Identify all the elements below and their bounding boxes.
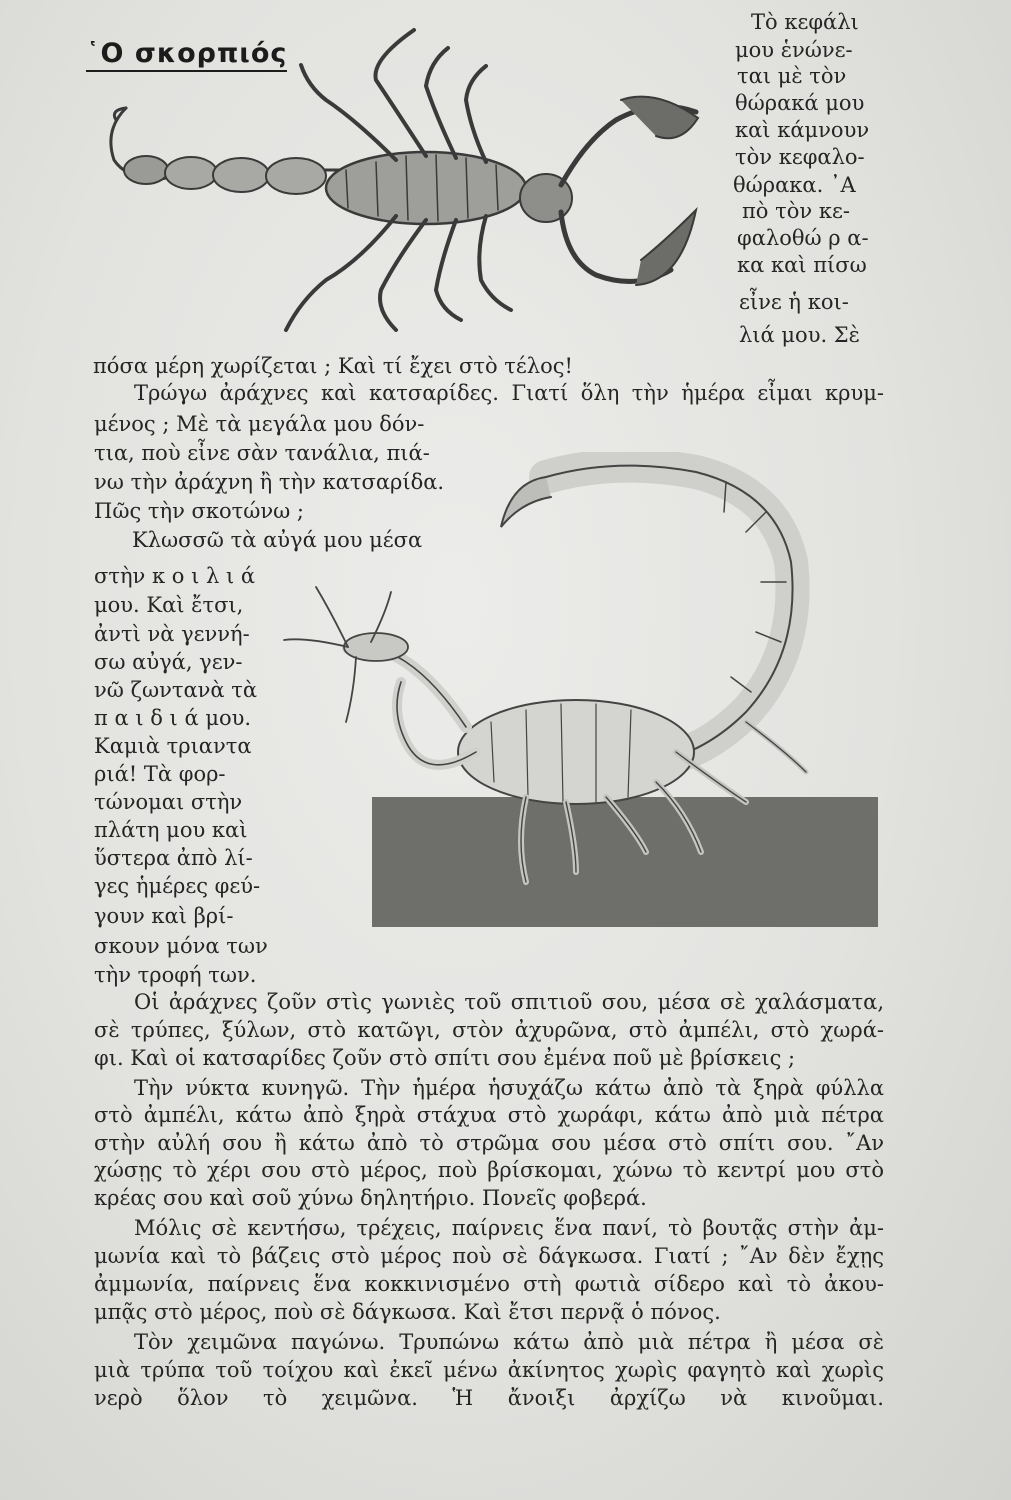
text-line: λιά μου. Σὲ xyxy=(739,323,860,347)
text-line: Τρώγω ἀράχνες καὶ κατσαρίδες. Γιατί ὅλη τὴν ἡμέρα εἶμαι κρυμ- xyxy=(134,381,884,405)
text-line: κα καὶ πίσω xyxy=(737,253,867,277)
text-line: φι. Καὶ οἱ κατσαρίδες ζοῦν στὸ σπίτι σου ἐμένα ποῦ μὲ βρίσκεις ; xyxy=(94,1046,796,1070)
text-line: θώρακά μου xyxy=(735,91,865,115)
text-line: τια, ποὺ εἶνε σὰν τανάλια, πιά- xyxy=(94,441,430,465)
text-line: Καμιὰ τριαντα xyxy=(94,734,252,758)
page-title: ῾Ο σκορπιός xyxy=(86,38,287,72)
text-line: Πῶς τὴν σκοτώνω ; xyxy=(94,499,304,523)
text-line: ριά! Τὰ φορ- xyxy=(94,762,226,786)
text-line: μου. Καὶ ἔτσι, xyxy=(94,593,244,617)
text-line: ται μὲ τὸν xyxy=(737,64,847,88)
text-line: Τὴν νύκτα κυνηγῶ. Τὴν ἡμέρα ἡσυχάζω κάτω ἀπὸ τὰ ξηρὰ φύλλα xyxy=(134,1076,884,1100)
text-line: νω τὴν ἀράχνη ἢ τὴν κατσαρίδα. xyxy=(94,470,445,494)
text-line: τώνομαι στὴν xyxy=(94,790,243,814)
text-line: μιὰ τρύπα τοῦ τοίχου καὶ ἐκεῖ μένω ἀκίνητος χωρὶς φαγητὸ καὶ χωρὶς xyxy=(94,1358,884,1382)
text-line: τὸν κεφαλο- xyxy=(735,145,865,169)
text-line: μπᾷς στὸ μέρος, ποὺ σὲ δάγκωσα. Καὶ ἔτσι περνᾷ ὁ πόνος. xyxy=(94,1300,721,1324)
text-line: τὴν τροφή των. xyxy=(94,963,257,987)
scorpion-top-illustration xyxy=(96,20,716,340)
text-line: καὶ κάμνουν xyxy=(735,118,870,142)
text-line: χώσῃς τὸ χέρι σου στὸ μέρος, ποὺ βρίσκομαι, χώνω τὸ κεντρί μου στὸ xyxy=(94,1158,884,1182)
text-line: μένος ; Μὲ τὰ μεγάλα μου δόν- xyxy=(94,412,425,436)
text-line: Τὸ κεφάλι xyxy=(751,10,859,34)
text-line: Οἱ ἀράχνες ζοῦν στὶς γωνιὲς τοῦ σπιτιοῦ σου, μέσα σὲ χαλάσματα, xyxy=(134,990,884,1014)
text-line: γες ἡμέρες φεύ- xyxy=(94,874,261,898)
text-line: πλάτη μου καὶ xyxy=(94,818,248,842)
text-line: εἶνε ἡ κοι- xyxy=(739,290,849,314)
text-line: π α ι δ ι ά μου. xyxy=(94,706,252,730)
text-line: Μόλις σὲ κεντήσω, τρέχεις, παίρνεις ἕνα πανί, τὸ βουτᾷς στὴν ἀμ- xyxy=(134,1216,884,1240)
text-line: Κλωσσῶ τὰ αὐγά μου μέσα xyxy=(132,528,423,552)
text-line: Τὸν χειμῶνα παγώνω. Τρυπώνω κάτω ἀπὸ μιὰ πέτρα ἢ μέσα σὲ xyxy=(134,1330,884,1354)
text-line: θώρακα. ᾿Α xyxy=(733,173,856,197)
text-line: σω αὐγά, γεν- xyxy=(94,650,243,674)
text-line: σκουν μόνα των xyxy=(94,934,268,958)
text-line: ἀμμωνία, παίρνεις ἕνα κοκκινισμένο στὴ φωτιὰ σίδερο καὶ τὸ ἀκου- xyxy=(94,1272,884,1296)
text-line: νῶ ζωντανὰ τὰ xyxy=(94,678,258,702)
text-line: ὕστερα ἀπὸ λί- xyxy=(94,846,253,870)
text-line: πόσα μέρη χωρίζεται ; Καὶ τί ἔχει στὸ τέλος! xyxy=(93,354,573,378)
text-line: στὴν αὐλή σου ἢ κάτω ἀπὸ τὸ στρῶμα σου μέσα στὸ σπίτι σου. ῎Αν xyxy=(94,1131,884,1155)
text-line: πὸ τὸν κε- xyxy=(742,199,850,223)
text-line: γουν καὶ βρί- xyxy=(94,904,234,928)
text-line: ἀντὶ νὰ γεννή- xyxy=(94,622,250,646)
text-line: μου ἑνώνε- xyxy=(735,38,853,62)
text-line: στὴν κ ο ι λ ι ά xyxy=(94,564,256,588)
text-line: φαλοθώ ρ α- xyxy=(737,226,869,250)
scorpion-bottom-illustration xyxy=(276,452,881,932)
text-line: νερὸ ὅλον τὸ χειμῶνα. Ἡ ἄνοιξι ἀρχίζω νὰ κινοῦμαι. xyxy=(94,1386,884,1410)
text-line: σὲ τρύπες, ξύλων, στὸ κατῶγι, στὸν ἀχυρῶνα, στὸ ἀμπέλι, στὸ χωρά- xyxy=(94,1018,884,1042)
text-line: στὸ ἀμπέλι, κάτω ἀπὸ ξηρὰ στάχυα στὸ χωράφι, κάτω ἀπὸ μιὰ πέτρα xyxy=(94,1103,884,1127)
text-line: μωνία καὶ τὸ βάζεις στὸ μέρος ποὺ σὲ δάγκωσα. Γιατί ; ῎Αν δὲν ἔχῃς xyxy=(94,1244,884,1268)
text-line: κρέας σου καὶ σοῦ χύνω δηλητήριο. Πονεῖς φοβερά. xyxy=(94,1186,647,1210)
